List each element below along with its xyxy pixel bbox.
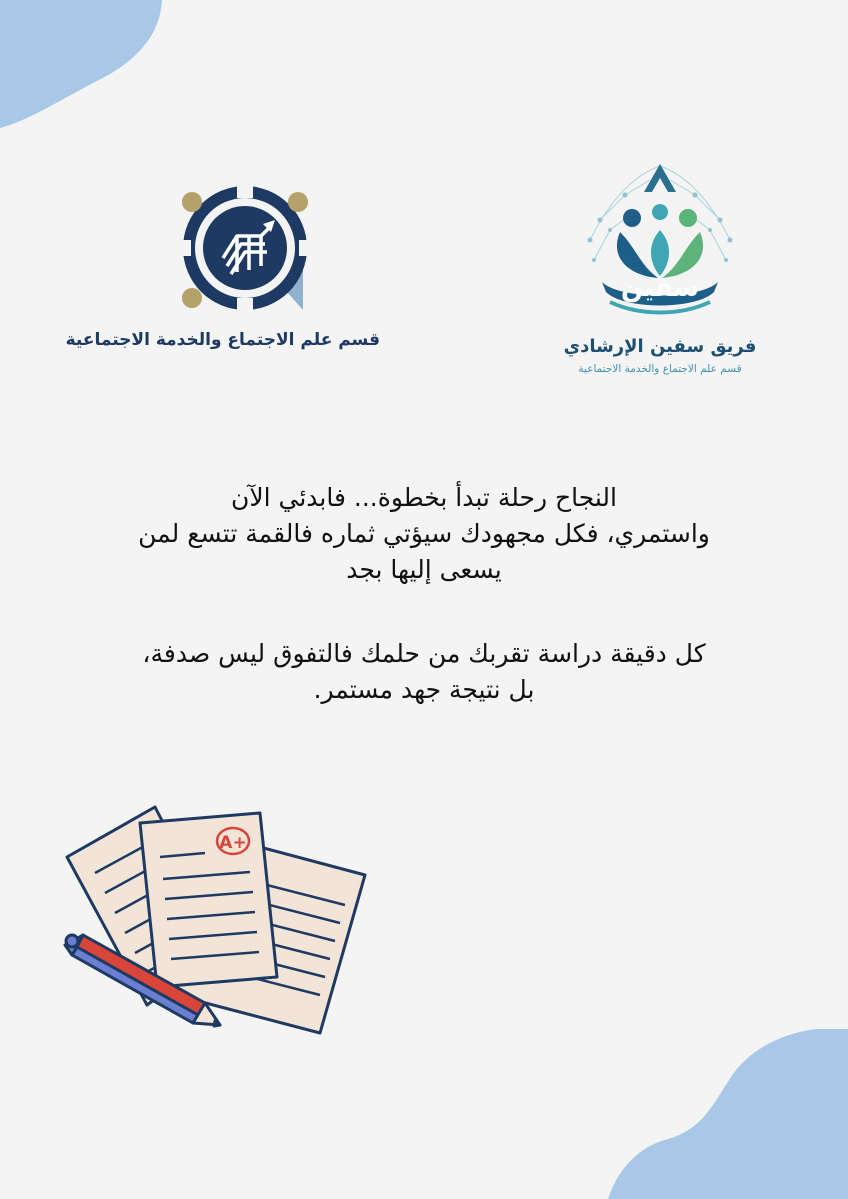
team-name: فريق سفين الإرشادي	[563, 336, 757, 357]
team-emblem-icon	[580, 160, 740, 330]
bottom-right-blob-decoration	[608, 1029, 848, 1199]
motivational-quote-2	[100, 636, 748, 708]
quote-1-line-1: النجاح رحلة تبدأ بخطوة... فابدئي الآن	[231, 483, 617, 512]
department-logo	[65, 180, 380, 380]
papers-and-pen-illustration	[55, 795, 385, 1045]
paper-front-icon	[140, 813, 277, 987]
department-emblem-icon	[175, 180, 325, 320]
quote-1-line-2: واستمري، فكل مجهودك سيؤتي ثماره فالقمة تتسع لمن	[138, 519, 710, 548]
team-wordmark: سفين	[620, 273, 700, 303]
top-left-blob-decoration	[0, 0, 170, 135]
team-logo	[560, 160, 760, 390]
quote-2-line-1: كل دقيقة دراسة تقربك من حلمك فالتفوق ليس صدفة،	[142, 639, 706, 668]
quote-1-line-3: يسعى إليها بجد	[346, 555, 502, 584]
grade-mark: A+	[219, 833, 247, 853]
team-department: قسم علم الاجتماع والخدمة الاجتماعية	[578, 363, 742, 375]
quote-2-line-2: بل نتيجة جهد مستمر.	[313, 675, 535, 704]
motivational-quote-1	[100, 480, 748, 588]
department-name: قسم علم الاجتماع والخدمة الاجتماعية	[65, 330, 380, 350]
